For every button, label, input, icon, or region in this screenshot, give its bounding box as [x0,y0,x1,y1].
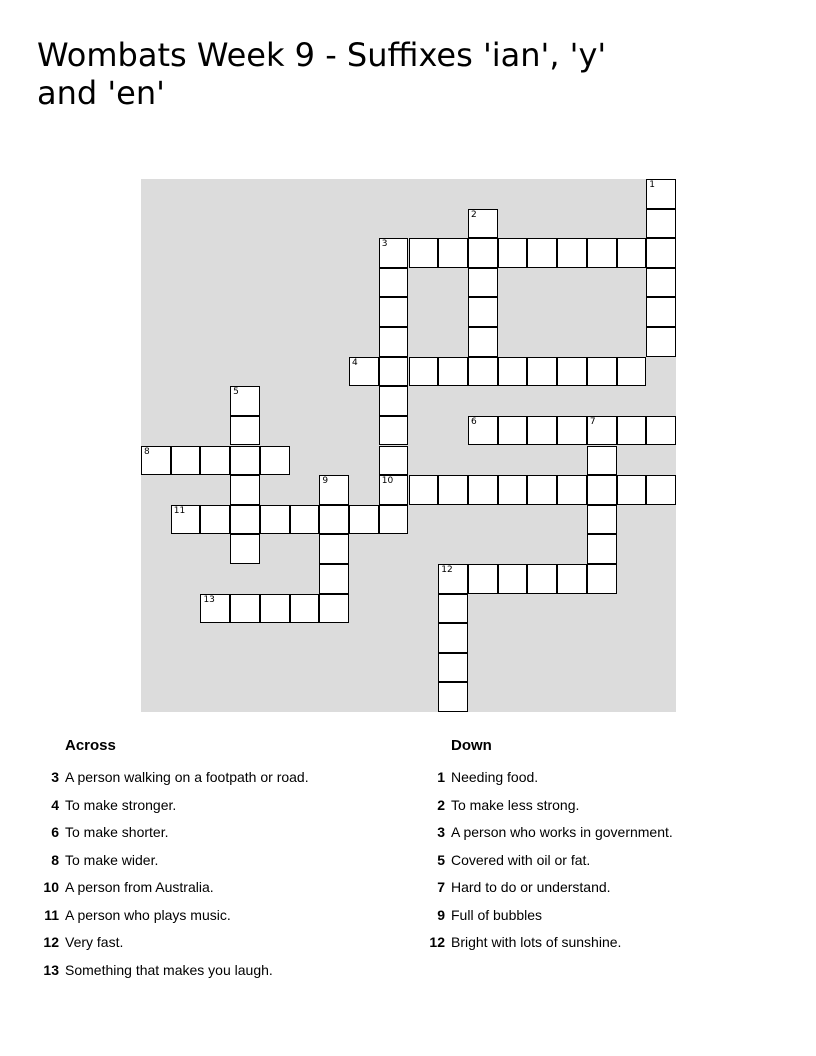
clue-down-1 [437,764,673,792]
crossword-cell[interactable] [230,475,260,505]
crossword-cell[interactable] [527,416,557,446]
clue-number: 2 [437,796,445,813]
clue-text: A person walking on a footpath or road. [65,769,309,785]
clue-number: 3 [51,769,59,785]
clue-text: A person who plays music. [65,906,231,923]
crossword-cell[interactable] [290,505,320,535]
clue-text: To make wider. [65,851,159,868]
crossword-cell[interactable] [498,475,528,505]
crossword-cell[interactable] [438,623,468,653]
crossword-cell[interactable] [379,297,409,327]
clue-text: Covered with oil or fat. [451,851,591,868]
cell-number: 13 [203,594,215,605]
clue-number: 3 [437,824,445,840]
crossword-cell[interactable] [349,505,379,535]
crossword-cell[interactable] [527,475,557,505]
clue-text: To make stronger. [65,796,177,813]
crossword-cell[interactable] [527,564,557,594]
crossword-cell[interactable] [557,564,587,594]
crossword-cell[interactable] [587,446,617,476]
crossword-cell[interactable] [290,594,320,624]
clue-text: Hard to do or understand. [451,879,611,895]
clue-down-5 [437,847,673,875]
crossword-cell[interactable] [587,505,617,535]
crossword-cell[interactable] [438,564,468,594]
crossword-cell[interactable] [200,446,230,476]
crossword-cell[interactable] [646,297,676,327]
crossword-cell[interactable] [438,475,468,505]
cell-number: 4 [352,357,358,368]
clue-number: 1 [437,769,445,785]
crossword-cell[interactable] [319,534,349,564]
down-clues [429,736,673,957]
clue-text: Something that makes you laugh. [65,961,273,978]
clue-down-12 [429,929,673,957]
crossword-cell[interactable] [646,416,676,446]
crossword-cell[interactable] [468,297,498,327]
clue-across-8 [51,847,309,875]
crossword-cell[interactable] [438,357,468,387]
crossword-cell[interactable] [468,357,498,387]
crossword-cell[interactable] [646,238,676,268]
crossword-cell[interactable] [319,594,349,624]
crossword-cell[interactable] [171,446,201,476]
cell-number: 3 [381,239,388,250]
crossword-cell[interactable] [349,357,379,387]
crossword-cell[interactable] [379,475,409,505]
clue-text: Needing food. [451,769,539,785]
crossword-cell[interactable] [230,386,260,416]
clue-number: 4 [51,796,59,813]
crossword-cell[interactable] [468,327,498,357]
cell-number: 1 [649,180,655,190]
clue-number: 12 [43,934,59,950]
clue-down-3 [437,819,673,847]
crossword-cell[interactable] [230,534,260,564]
crossword-cell[interactable] [230,505,260,535]
clue-across-3 [51,764,309,792]
clue-across-10 [43,874,309,902]
clue-down-2 [437,792,673,820]
crossword-cell[interactable] [230,594,260,624]
clue-text: Full of bubbles [451,906,543,923]
crossword-cell[interactable] [260,594,290,624]
cell-number: 10 [381,476,394,487]
clue-text: To make less strong. [451,796,580,813]
crossword-cell[interactable] [260,505,290,535]
clue-number: 9 [437,906,445,923]
crossword-cell[interactable] [646,475,676,505]
crossword-cell[interactable] [587,564,617,594]
clue-text: Very fast. [65,934,124,950]
crossword-cell[interactable] [260,446,290,476]
clue-number: 5 [437,851,445,868]
clue-number: 12 [429,934,445,950]
crossword-cell[interactable] [468,209,498,239]
clue-number: 6 [51,824,59,840]
crossword-cell[interactable] [587,357,617,387]
crossword-grid [141,179,676,712]
crossword-cell[interactable] [498,357,528,387]
cell-number: 8 [144,446,150,457]
crossword-cell[interactable] [617,357,647,387]
crossword-cell[interactable] [438,594,468,624]
page-title: Wombats Week 9 - Suffixes 'ian', 'y' and 'en' [37,36,607,112]
crossword-cell[interactable] [617,416,647,446]
clue-number: 10 [43,879,59,895]
crossword-cell[interactable] [527,238,557,268]
crossword-cell[interactable] [468,564,498,594]
crossword-cell[interactable] [587,475,617,505]
crossword-cell[interactable] [498,564,528,594]
clue-across-13 [43,957,309,985]
crossword-cell[interactable] [379,357,409,387]
across-clues [43,736,309,984]
crossword-cell[interactable] [409,475,439,505]
crossword-cell[interactable] [409,238,439,268]
clue-across-11 [44,902,309,930]
crossword-cell[interactable] [200,594,230,624]
cell-number: 2 [470,209,477,220]
cell-number: 7 [589,416,596,427]
crossword-cell[interactable] [319,564,349,594]
crossword-cell[interactable] [438,653,468,683]
crossword-cell[interactable] [379,238,409,268]
clue-across-4 [51,792,309,820]
crossword-cell[interactable] [379,268,409,298]
cell-number: 12 [441,564,453,575]
across-heading: Across [65,737,116,754]
cell-number: 9 [322,476,329,487]
crossword-cell[interactable] [557,475,587,505]
crossword-cell[interactable] [498,238,528,268]
crossword-cell[interactable] [200,505,230,535]
crossword-cell[interactable] [230,416,260,446]
crossword-cell[interactable] [379,446,409,476]
crossword-cell[interactable] [646,209,676,239]
clue-number: 8 [51,851,59,868]
crossword-cell[interactable] [468,475,498,505]
clue-across-6 [51,819,309,847]
clue-text: To make shorter. [65,824,169,840]
crossword-cell[interactable] [171,505,201,535]
crossword-cell[interactable] [557,416,587,446]
crossword-cell[interactable] [557,357,587,387]
crossword-cell[interactable] [587,238,617,268]
clue-down-7 [437,874,673,902]
clue-number: 7 [437,879,445,895]
crossword-cell[interactable] [468,238,498,268]
cell-number: 11 [173,505,186,516]
cell-number: 5 [233,387,239,398]
crossword-cell[interactable] [438,682,468,712]
crossword-cell[interactable] [557,238,587,268]
crossword-cell[interactable] [646,268,676,298]
crossword-cell[interactable] [379,416,409,446]
crossword-cell[interactable] [646,327,676,357]
crossword-cell[interactable] [468,268,498,298]
crossword-cell[interactable] [141,446,171,476]
crossword-cell[interactable] [646,179,676,209]
crossword-cell[interactable] [468,416,498,446]
crossword-cell[interactable] [409,357,439,387]
crossword-cell[interactable] [617,238,647,268]
clue-across-12 [43,929,309,957]
clue-number: 13 [43,961,59,978]
crossword-cell[interactable] [438,238,468,268]
clue-number: 11 [44,906,59,923]
clue-text: A person who works in government. [451,824,673,840]
crossword-cell[interactable] [379,505,409,535]
crossword-cell[interactable] [498,416,528,446]
down-heading: Down [451,737,492,754]
clue-text: Bright with lots of sunshine. [451,934,622,950]
crossword-cell[interactable] [230,446,260,476]
crossword-cell[interactable] [379,386,409,416]
crossword-cell[interactable] [379,327,409,357]
crossword-cell[interactable] [617,475,647,505]
crossword-cell[interactable] [527,357,557,387]
crossword-cell[interactable] [587,416,617,446]
clue-down-9 [437,902,673,930]
crossword-cell[interactable] [587,534,617,564]
crossword-cell[interactable] [319,475,349,505]
clue-text: A person from Australia. [65,879,214,895]
crossword-cell[interactable] [319,505,349,535]
cell-number: 6 [470,416,477,427]
